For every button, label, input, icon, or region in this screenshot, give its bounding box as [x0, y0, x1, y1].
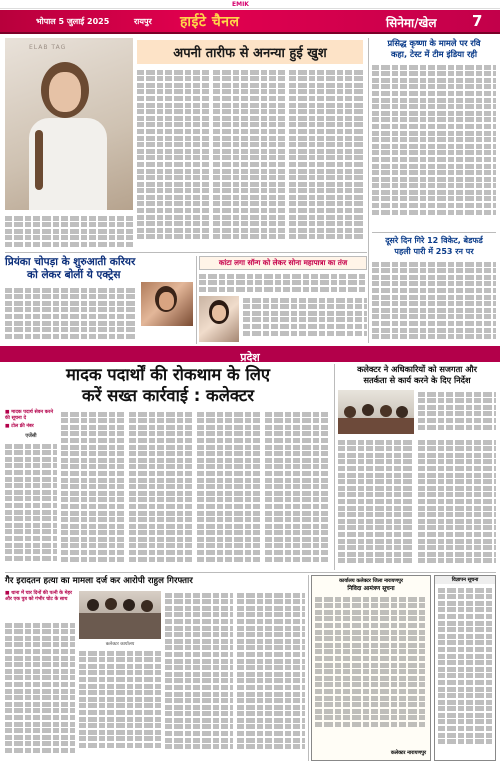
drug-headline-line2: करें सख्त कार्रवाई : कलेक्टर [82, 386, 254, 405]
priyanka-photo [141, 282, 193, 326]
tender-notice [311, 575, 431, 761]
tender-title-2: निविदा आमंत्रण सूचना [347, 586, 395, 592]
collector-headline-line2: सतर्कता से कार्य करने के दिए निर्देश [363, 375, 471, 385]
drug-headline [5, 364, 331, 406]
murder-photo [79, 591, 161, 639]
collector-headline-line1: कलेक्टर ने अधिकारियों को सजगता और [357, 364, 477, 374]
lead-photo [5, 38, 133, 210]
collector-story [338, 364, 496, 570]
right-headline [372, 38, 496, 60]
drug-story [5, 364, 331, 570]
drug-byline: एजेंसी [25, 432, 37, 439]
section-band [0, 346, 500, 362]
sona-headline-box [199, 256, 367, 270]
edition-city: रायपुर [134, 17, 152, 26]
murder-bullet: ■ थाना में चार दिनों की पत्नी के मेहर और एक पुत्र को गंभीर चोट के साथ [5, 591, 73, 603]
lead-story [5, 38, 365, 250]
right2-headline [372, 232, 496, 257]
masthead [0, 10, 500, 34]
brand-title: हाईटे चैनल [180, 14, 240, 30]
lead-headline [137, 40, 363, 64]
right-story-2 [372, 232, 496, 344]
emik-logo: EMIK [232, 1, 249, 8]
tender-footer: कलेक्टर नारायणपुर [390, 750, 426, 756]
lead-col-2 [213, 68, 285, 246]
right2-headline-line2: पहली पारी में 253 रन पर [394, 247, 474, 256]
classified-title: विज्ञापन सूचना [435, 576, 495, 584]
sona-photo [199, 296, 239, 342]
collector-headline [338, 364, 496, 386]
section-band-label: प्रदेश [240, 351, 260, 364]
right-headline-line1: प्रसिद्ध कृष्णा के मामले पर रवि [387, 38, 481, 48]
lead-col-3 [289, 68, 363, 246]
sona-story [199, 256, 367, 344]
classified-box [434, 575, 496, 761]
page-number: 7 [472, 12, 483, 30]
section-title: सिनेमा/खेल [386, 16, 437, 30]
murder-caption: कलेक्टर कार्यालय [105, 642, 135, 647]
tender-title-1: कार्यालय कलेक्टर जिला नारायणपुर [339, 578, 403, 584]
lead-headline-text: अपनी तारीफ से अनन्या हुई खुश [173, 46, 327, 61]
priyanka-story [5, 256, 193, 344]
drug-bullet-1: ■ मादक पदार्थ सेवन करने की सूचना दे [5, 410, 54, 422]
right-headline-line2: कहा, टेस्ट में टीम इंडिया रही [391, 49, 477, 59]
sona-headline: कांटा लगा सॉन्ग को लेकर सोना महापात्रा का तंज [218, 258, 348, 267]
top-strip [0, 0, 500, 9]
collector-photo [338, 390, 414, 434]
priyanka-headline [5, 256, 193, 282]
drug-headline-line1: मादक पदार्थों की रोकथाम के लिए [65, 365, 271, 384]
priyanka-headline-line2: को लेकर बोलीं ये एक्ट्रेस [27, 269, 121, 281]
photo-wall-text: ELAB TAG [29, 44, 67, 51]
murder-headline: गैर इरादतन हत्या का मामला दर्ज कर आरोपी राहुल गिरफ्तार [5, 576, 193, 586]
right2-headline-line1: दूसरे दिन गिरे 12 विकेट, बेडफर्ड [385, 236, 483, 245]
right-story [372, 38, 496, 228]
edition-date: भोपाल 5 जुलाई 2025 [36, 17, 110, 26]
lead-under-photo [5, 214, 133, 248]
murder-story [5, 575, 305, 761]
priyanka-headline-line1: प्रियंका चोपड़ा के शुरुआती करियर [5, 256, 136, 268]
lead-col-1 [137, 68, 209, 246]
drug-bullet-2: ■ टोल फ्री नंबर [5, 424, 34, 430]
